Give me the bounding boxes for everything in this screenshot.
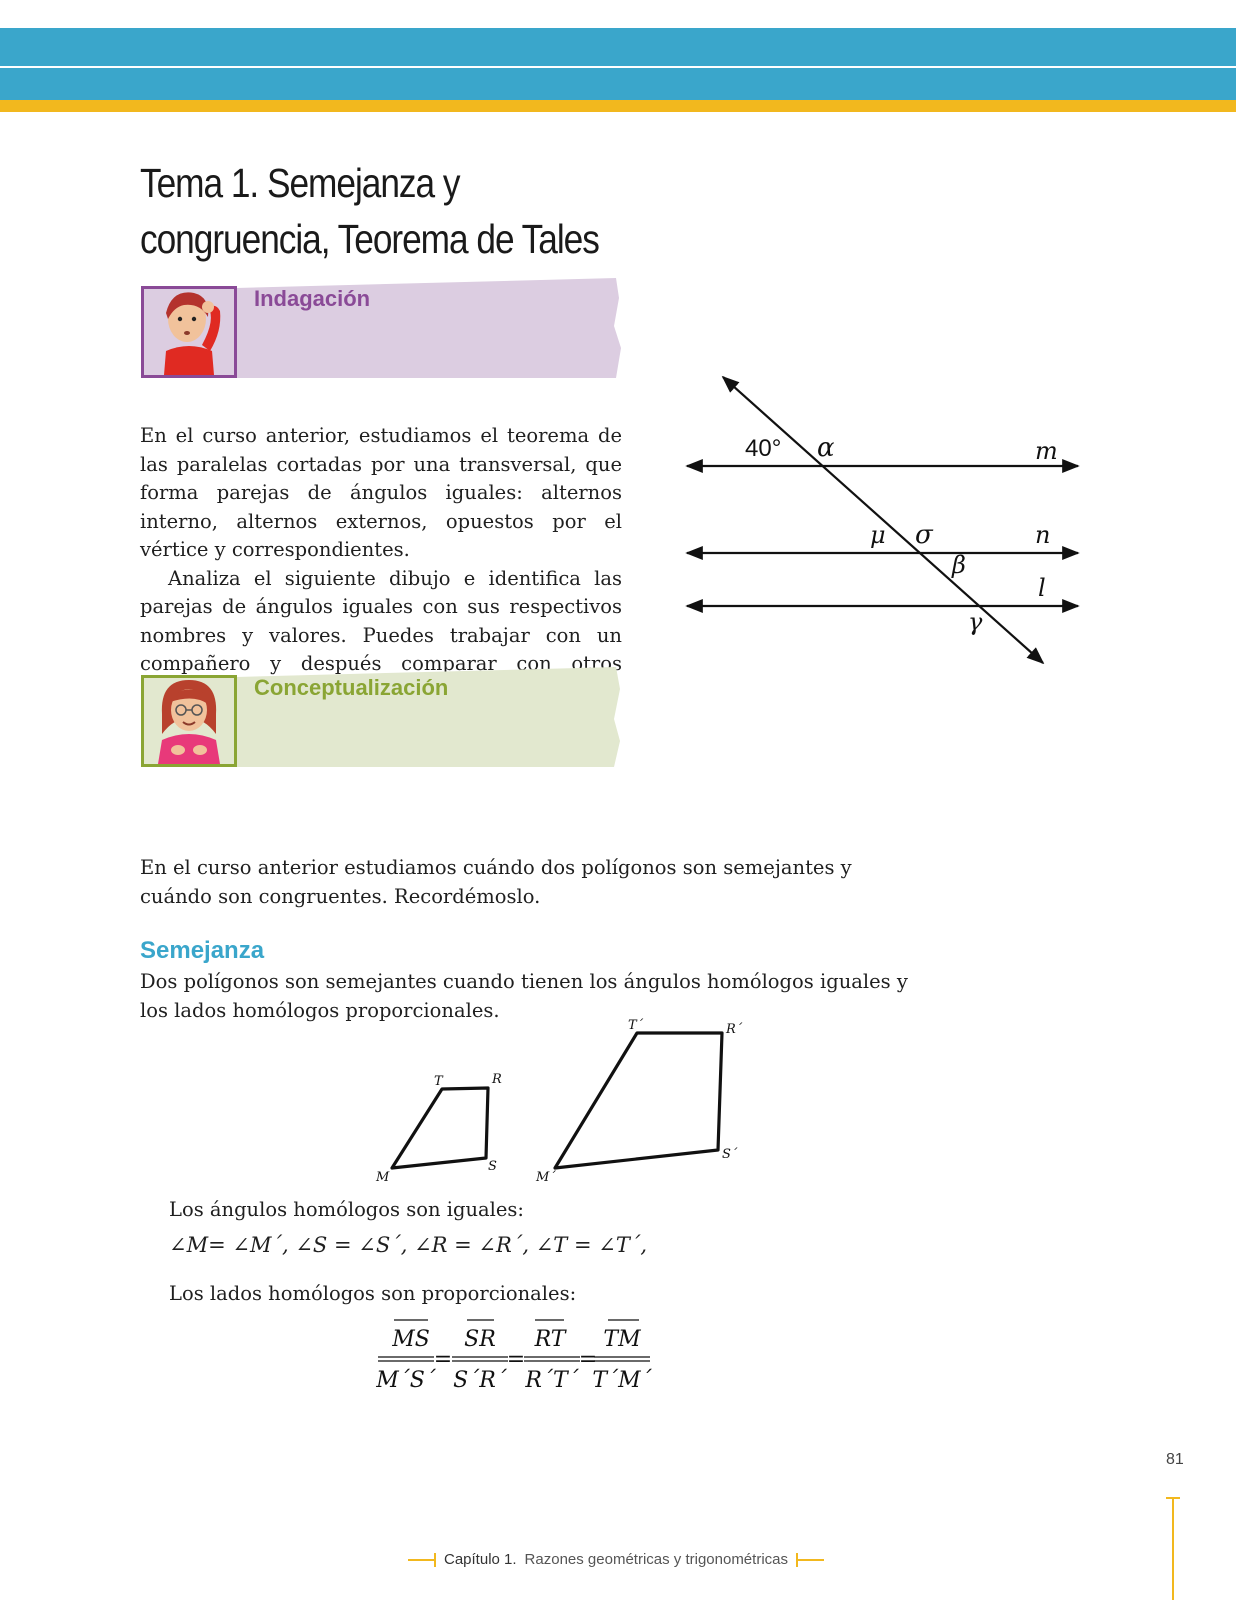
proportion-equation [372,1310,672,1396]
large-quadrilateral [555,1033,722,1168]
equals-sign-1: = [433,1347,453,1372]
teacher-icon [144,678,234,764]
large-vertex-r: R´ [726,1022,743,1037]
recap-text: En el curso anterior estudiamos cuándo dos polígonos son semejantes y cuándo son congruentes. Recordémoslo. [140,856,852,908]
small-vertex-s: S [488,1159,497,1174]
small-vertex-t: T [434,1074,443,1089]
ratio-2-numerator: SR [464,1327,496,1352]
intro-paragraph-1: En el curso anterior, estudiamos el teorema de las paralelas cortadas por una transversal, que forma parejas de ángulos iguales: alternos interno, alternos externos, opuestos por el vértice y correspondientes. [140,424,622,561]
beta-label: β [952,551,966,579]
ratio-3-denominator: R´T´ [525,1368,579,1393]
large-vertex-t: T´ [628,1018,644,1033]
ratio-1-denominator: M´S´ [376,1368,436,1393]
indagacion-heading: Indagación [254,286,371,311]
equals-sign-3: = [578,1347,598,1372]
equals-sign-2: = [506,1347,526,1372]
student-avatar-frame [141,286,237,378]
sides-text: Los lados homólogos son proporcionales: [169,1282,577,1305]
alpha-label: α [817,433,835,463]
similar-polygons-figure [360,1010,760,1190]
intro-text [140,422,622,707]
footer-right-tick [796,1559,824,1561]
page-title [140,155,622,267]
footer-chapter-title: Razones geométricas y trigonométricas [524,1551,788,1568]
page-title-line-2: congruencia, Teorema de Tales [140,216,599,262]
small-quadrilateral [392,1088,488,1168]
angle-40-label: 40° [745,435,782,462]
ratio-2-denominator: S´R´ [453,1368,507,1393]
thinking-student-icon [144,289,234,375]
gamma-label: γ [968,608,983,636]
page-number: 81 [1166,1451,1184,1468]
line-n-label: n [1035,521,1051,549]
large-vertex-m: M´ [536,1170,556,1185]
page-side-rule [1172,1497,1174,1600]
line-m-label: m [1035,437,1058,465]
intro-paragraph-2: Analiza el siguiente dibujo e identifica las parejas de ángulos iguales con sus respectivos nombres y valores. Puedes trabajar con un compañero y después comparar con otros [140,566,622,675]
large-vertex-s: S´ [722,1147,738,1162]
sigma-label: σ [915,520,933,550]
ratio-1-numerator: MS [392,1327,430,1352]
small-vertex-r: R [492,1072,502,1087]
conceptualizacion-banner [141,667,621,767]
transversal-line [723,377,1043,663]
parallel-lines-figure [660,360,1090,670]
indagacion-banner [141,278,621,378]
footer [408,1551,824,1568]
footer-chapter: Capítulo 1. [444,1551,517,1568]
footer-left-tick [408,1559,436,1561]
mu-label: μ [870,521,886,549]
ratio-4-numerator: TM [603,1327,641,1352]
semejanza-definition: Dos polígonos son semejantes cuando tienen los ángulos homólogos iguales y los lados homólogos proporcionales. [140,970,908,1022]
header-band [0,28,1236,66]
header-band-lower [0,68,1236,100]
semejanza-heading: Semejanza [140,937,265,964]
conceptualizacion-heading: Conceptualización [254,675,449,700]
page-title-line-1: Tema 1. Semejanza y [140,160,460,206]
ratio-4-denominator: T´M´ [592,1368,652,1393]
ratio-3-numerator: RT [534,1327,566,1352]
small-vertex-m: M [376,1170,390,1185]
angles-text: Los ángulos homólogos son iguales: [169,1198,524,1221]
teacher-avatar-frame [141,675,237,767]
header-accent-stripe [0,100,1236,112]
line-l-label: l [1038,574,1046,602]
angles-equation: ∠M= ∠M´, ∠S = ∠S´, ∠R = ∠R´, ∠T = ∠T´, [169,1233,648,1257]
